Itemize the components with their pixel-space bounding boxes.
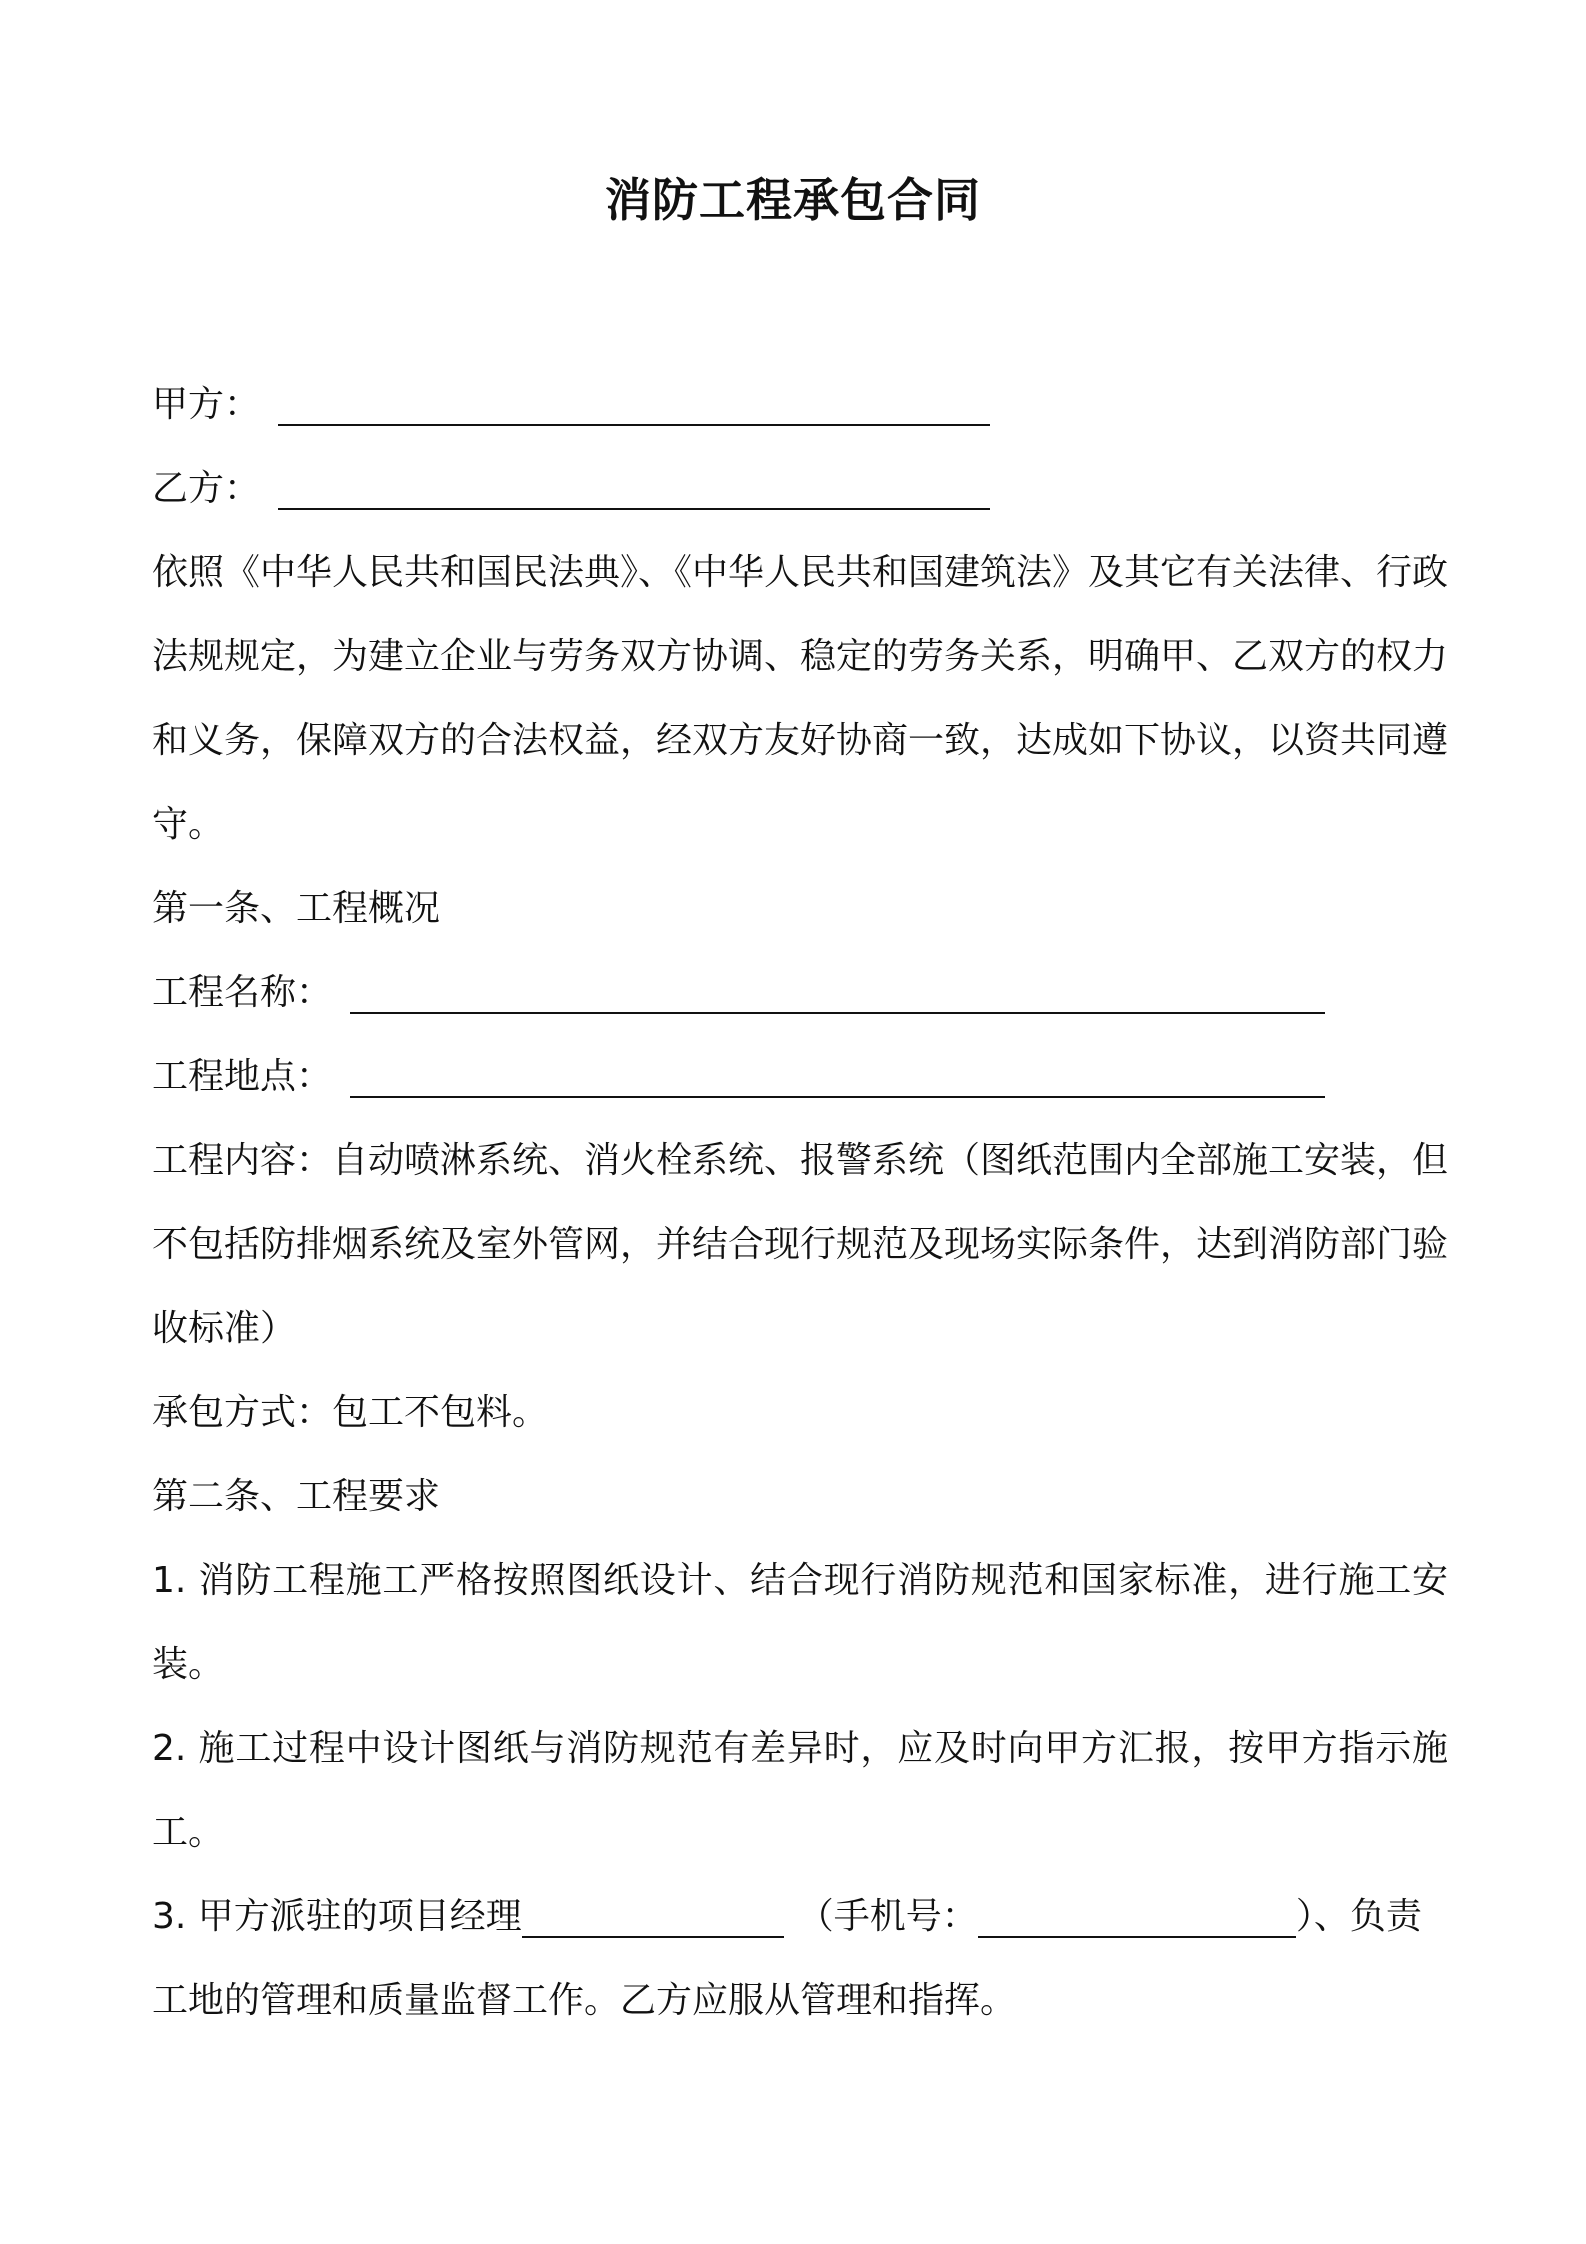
party-b-line (152, 447, 1448, 531)
party-a-line (152, 363, 1448, 447)
document-title: 消防工程承包合同 (605, 173, 981, 227)
project-manager-blank[interactable] (522, 1892, 784, 1938)
document-body (152, 363, 1448, 2043)
phone-number-blank[interactable] (978, 1892, 1296, 1938)
requirement-item-3-line-2: 工地的管理和质量监督工作。乙方应服从管理和指挥。 (152, 1980, 1017, 2021)
article1-heading: 第一条、工程概况 (152, 888, 441, 929)
party-b-blank[interactable] (278, 464, 990, 510)
party-a-blank[interactable] (278, 380, 990, 426)
requirement-item-3-text-a: 3. 甲方派驻的项目经理 (152, 1896, 522, 1937)
requirement-item-2: 2. 施工过程中设计图纸与消防规范有差异时，应及时向甲方汇报，按甲方指示施工。 (152, 1728, 1448, 1853)
contract-method-line: 承包方式：包工不包料。 (152, 1392, 549, 1433)
project-name-line (152, 951, 1448, 1035)
project-name-blank[interactable] (350, 968, 1325, 1014)
project-location-line (152, 1035, 1448, 1119)
article2-heading: 第二条、工程要求 (152, 1476, 441, 1517)
party-b-label: 乙方： (152, 468, 261, 509)
project-name-label: 工程名称： (152, 972, 333, 1013)
requirement-item-3-text-b: （手机号： (797, 1896, 978, 1937)
project-location-blank[interactable] (350, 1052, 1325, 1098)
requirement-item-3-text-c: ）、负责 (1295, 1896, 1422, 1937)
project-content-paragraph: 工程内容：自动喷淋系统、消火栓系统、报警系统（图纸范围内全部施工安装，但不包括防排烟系统及室外管网，并结合现行规范及现场实际条件，达到消防部门验收标准） (152, 1140, 1449, 1349)
requirement-item-3-line-1 (152, 1875, 1448, 1959)
party-a-label: 甲方： (152, 384, 261, 425)
intro-paragraph: 依照《中华人民共和国民法典》、《中华人民共和国建筑法》及其它有关法律、行政法规规定，为建立企业与劳务双方协调、稳定的劳务关系，明确甲、乙双方的权力和义务，保障双方的合法权益，经双方友好协商一致，达成如下协议，以资共同遵守。 (152, 552, 1449, 845)
requirement-item-1: 1. 消防工程施工严格按照图纸设计、结合现行消防规范和国家标准，进行施工安装。 (152, 1560, 1448, 1685)
project-location-label: 工程地点： (152, 1056, 333, 1097)
